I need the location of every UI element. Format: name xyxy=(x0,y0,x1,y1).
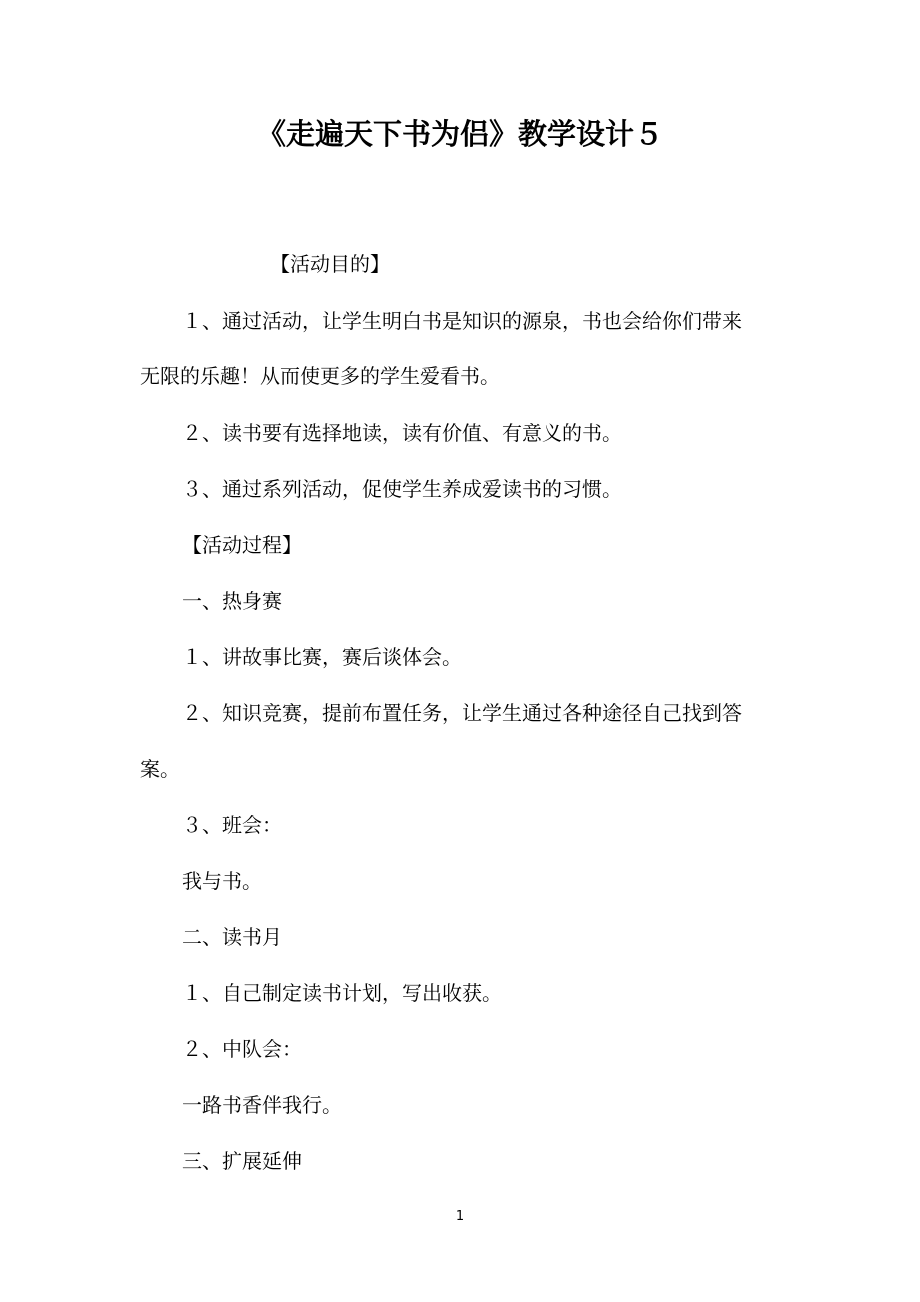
document-title: 《走遍天下书为侣》教学设计５ xyxy=(256,117,663,151)
paragraph-line: ２、读书要有选择地读，读有价值、有意义的书。 xyxy=(182,421,622,445)
paragraph-line: 无限的乐趣！从而使更多的学生爱看书。 xyxy=(140,364,500,388)
paragraph-line: １、讲故事比赛，赛后谈体会。 xyxy=(182,645,462,669)
paragraph-line: 一、热身赛 xyxy=(182,589,282,613)
paragraph-line: １、通过活动，让学生明白书是知识的源泉，书也会给你们带来 xyxy=(182,309,742,333)
paragraph-line: ３、通过系列活动，促使学生养成爱读书的习惯。 xyxy=(182,477,622,501)
paragraph-line: 我与书。 xyxy=(182,869,262,893)
paragraph-line: 案。 xyxy=(140,757,180,781)
paragraph-line: １、自己制定读书计划，写出收获。 xyxy=(182,981,502,1005)
paragraph-line: ２、知识竞赛，提前布置任务，让学生通过各种途径自己找到答 xyxy=(182,701,742,725)
section-heading-process: 【活动过程】 xyxy=(182,533,302,557)
paragraph-line: ３、班会： xyxy=(182,813,282,837)
paragraph-line: 二、读书月 xyxy=(182,925,282,949)
page-number: 1 xyxy=(455,1209,465,1224)
paragraph-line: 三、扩展延伸 xyxy=(182,1149,302,1173)
section-heading-purpose: 【活动目的】 xyxy=(270,252,390,276)
paragraph-line: 一路书香伴我行。 xyxy=(182,1093,342,1117)
paragraph-line: ２、中队会： xyxy=(182,1037,302,1061)
